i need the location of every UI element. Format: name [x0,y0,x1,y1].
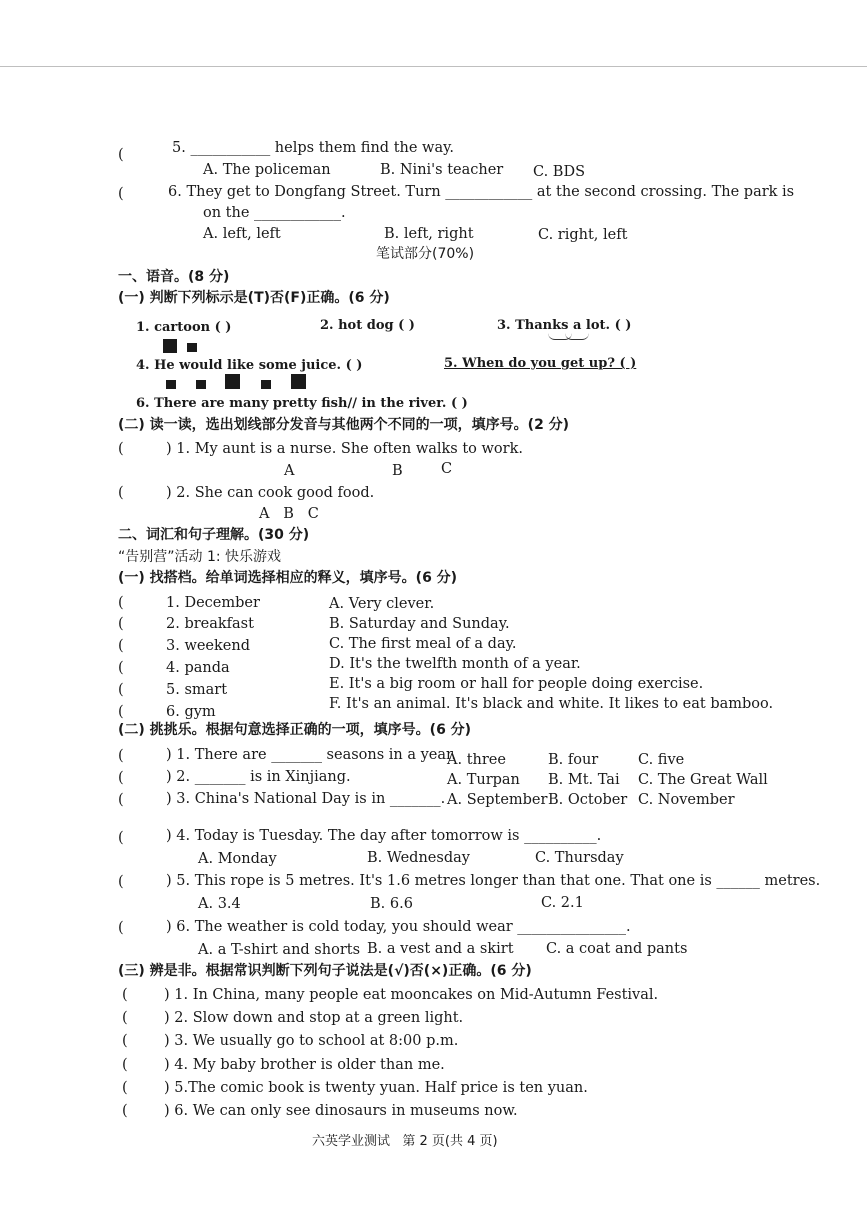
tf-item-1: 1. cartoon ( ) [136,320,232,335]
choose-q4-option-c: C. Thursday [535,850,624,866]
choose-q1-option-b: B. four [548,752,599,768]
choose-q1-option-c: C. five [638,752,685,768]
match-word: 4. panda [166,660,230,676]
section-title-vocabulary: 二、词汇和句子理解。(30 分) [118,527,310,543]
answer-paren: ( [122,1010,128,1026]
choose-q5-option-a: A. 3.4 [198,896,241,912]
match-definition: C. The first meal of a day. [329,636,517,652]
listening-q6-stem: 6. They get to Dongfang Street. Turn ____________ at the second crossing. The park is [168,184,795,200]
choose-q4-stem: ) 4. Today is Tuesday. The day after tomorrow is __________. [166,828,602,844]
listening-q6-option-b: B. left, right [384,226,474,242]
answer-paren: ( [118,792,124,808]
page-footer: 六英学业测试 第 2 页(共 4 页) [312,1134,498,1149]
answer-paren: ( [118,704,124,720]
activity-title: “告别营”活动 1: 快乐游戏 [118,549,282,565]
judge-item: ) 1. In China, many people eat mooncakes on Mid-Autumn Festival. [164,987,659,1003]
choose-q4-option-a: A. Monday [198,851,277,867]
stress-mark-icon [261,380,271,389]
match-word: 6. gym [166,704,216,720]
stress-mark-icon [163,339,177,353]
stress-mark-icon [196,380,206,389]
answer-paren: ( [118,660,124,676]
choose-q3-stem: ) 3. China's National Day is in _______. [166,791,446,807]
choose-q2-option-b: B. Mt. Tai [548,772,620,788]
choose-q6-stem: ) 6. The weather is cold today, you should wear _______________. [166,919,631,935]
judge-item: ) 4. My baby brother is older than me. [164,1057,445,1073]
written-part-title: 笔试部分(70%) [376,246,475,262]
match-definition: D. It's the twelfth month of a year. [329,656,581,672]
stress-mark-icon [187,343,197,352]
stress-mark-icon [291,374,306,389]
listening-q5-option-b: B. Nini's teacher [380,162,504,178]
label-a: A [284,463,295,479]
subsection-title-choose: (二) 挑挑乐。根据句意选择正确的一项，填序号。(6 分) [118,722,472,738]
subsection-title-matching: (一) 找搭档。给单词选择相应的释义，填序号。(6 分) [118,570,458,586]
answer-paren: ( [118,186,124,202]
tf-item-3: 3. Thanks a lot. ( ) [497,318,632,333]
answer-paren: ( [122,987,128,1003]
listening-q5-option-c: C. BDS [533,164,586,180]
label-b: B [392,463,403,479]
match-word: 5. smart [166,682,228,698]
listening-q6-continuation: on the ____________. [203,205,346,221]
judge-item: ) 2. Slow down and stop at a green light. [164,1010,464,1026]
choose-q3-option-c: C. November [638,792,735,808]
choose-q6-option-c: C. a coat and pants [546,941,688,957]
tf-item-6: 6. There are many pretty fish// in the river. ( ) [136,396,468,411]
answer-paren: ( [118,874,124,890]
tf-item-2: 2. hot dog ( ) [320,318,415,333]
judge-item: ) 3. We usually go to school at 8:00 p.m. [164,1033,459,1049]
answer-paren: ( [118,830,124,846]
choose-q6-option-b: B. a vest and a skirt [367,941,514,957]
answer-paren: ( [122,1033,128,1049]
answer-paren: ( [118,638,124,654]
answer-paren: ( [118,920,124,936]
choose-q3-option-b: B. October [548,792,628,808]
match-definition: F. It's an animal. It's black and white. It likes to eat bamboo. [329,696,774,712]
choose-q2-stem: ) 2. _______ is in Xinjiang. [166,769,351,785]
answer-paren: ( [118,147,124,163]
subsection-title-judge: (三) 辨是非。根据常识判断下列句子说法是(√)否(×)正确。(6 分) [118,963,532,979]
match-definition: E. It's a big room or hall for people doing exercise. [329,676,704,692]
answer-paren: ( [118,595,124,611]
labels-abc: A B C [259,506,319,522]
answer-paren: ( [122,1080,128,1096]
answer-paren: ( [122,1057,128,1073]
choose-q1-stem: ) 1. There are _______ seasons in a year. [166,747,456,763]
stress-mark-icon [225,374,240,389]
match-word: 1. December [166,595,260,611]
listening-q5-stem: 5. ___________ helps them find the way. [172,140,454,156]
match-word: 2. breakfast [166,616,254,632]
answer-paren: ( [118,485,124,501]
choose-q4-option-b: B. Wednesday [367,850,470,866]
listening-q5-option-a: A. The policeman [203,162,331,178]
page-top-border [0,66,867,67]
answer-paren: ( [118,441,124,457]
answer-paren: ( [118,770,124,786]
subsection-title-tf-marks: (一) 判断下列标示是(T)否(F)正确。(6 分) [118,290,390,306]
choose-q5-option-c: C. 2.1 [541,895,584,911]
tf-item-5: 5. When do you get up? ( ) [444,356,637,371]
match-definition: A. Very clever. [329,596,435,612]
listening-q6-option-c: C. right, left [538,227,628,243]
choose-q5-option-b: B. 6.6 [370,896,413,912]
answer-paren: ( [122,1103,128,1119]
choose-q2-option-a: A. Turpan [447,772,520,788]
choose-q6-option-a: A. a T-shirt and shorts [198,942,361,958]
answer-paren: ( [118,616,124,632]
choose-q5-stem: ) 5. This rope is 5 metres. It's 1.6 metres longer than that one. That one is ______ metres. [166,873,821,889]
judge-item: ) 5.The comic book is twenty yuan. Half price is ten yuan. [164,1080,588,1096]
pronunciation-q1: ) 1. My aunt is a nurse. She often walks to work. [166,441,523,457]
subsection-title-pronunciation: (二) 读一读，选出划线部分发音与其他两个不同的一项，填序号。(2 分) [118,417,570,433]
choose-q2-option-c: C. The Great Wall [638,772,768,788]
label-c: C [441,461,453,477]
listening-q6-option-a: A. left, left [203,226,281,242]
section-title-phonetics: 一、语音。(8 分) [118,269,230,285]
stress-mark-icon [166,380,176,389]
judge-item: ) 6. We can only see dinosaurs in museums now. [164,1103,518,1119]
match-definition: B. Saturday and Sunday. [329,616,510,632]
answer-paren: ( [118,748,124,764]
answer-paren: ( [118,682,124,698]
match-word: 3. weekend [166,638,251,654]
choose-q3-option-a: A. September [447,792,548,808]
pronunciation-q2: ) 2. She can cook good food. [166,485,375,501]
tf-item-4: 4. He would like some juice. ( ) [136,358,363,373]
choose-q1-option-a: A. three [447,752,506,768]
linking-mark-icon [565,333,589,340]
